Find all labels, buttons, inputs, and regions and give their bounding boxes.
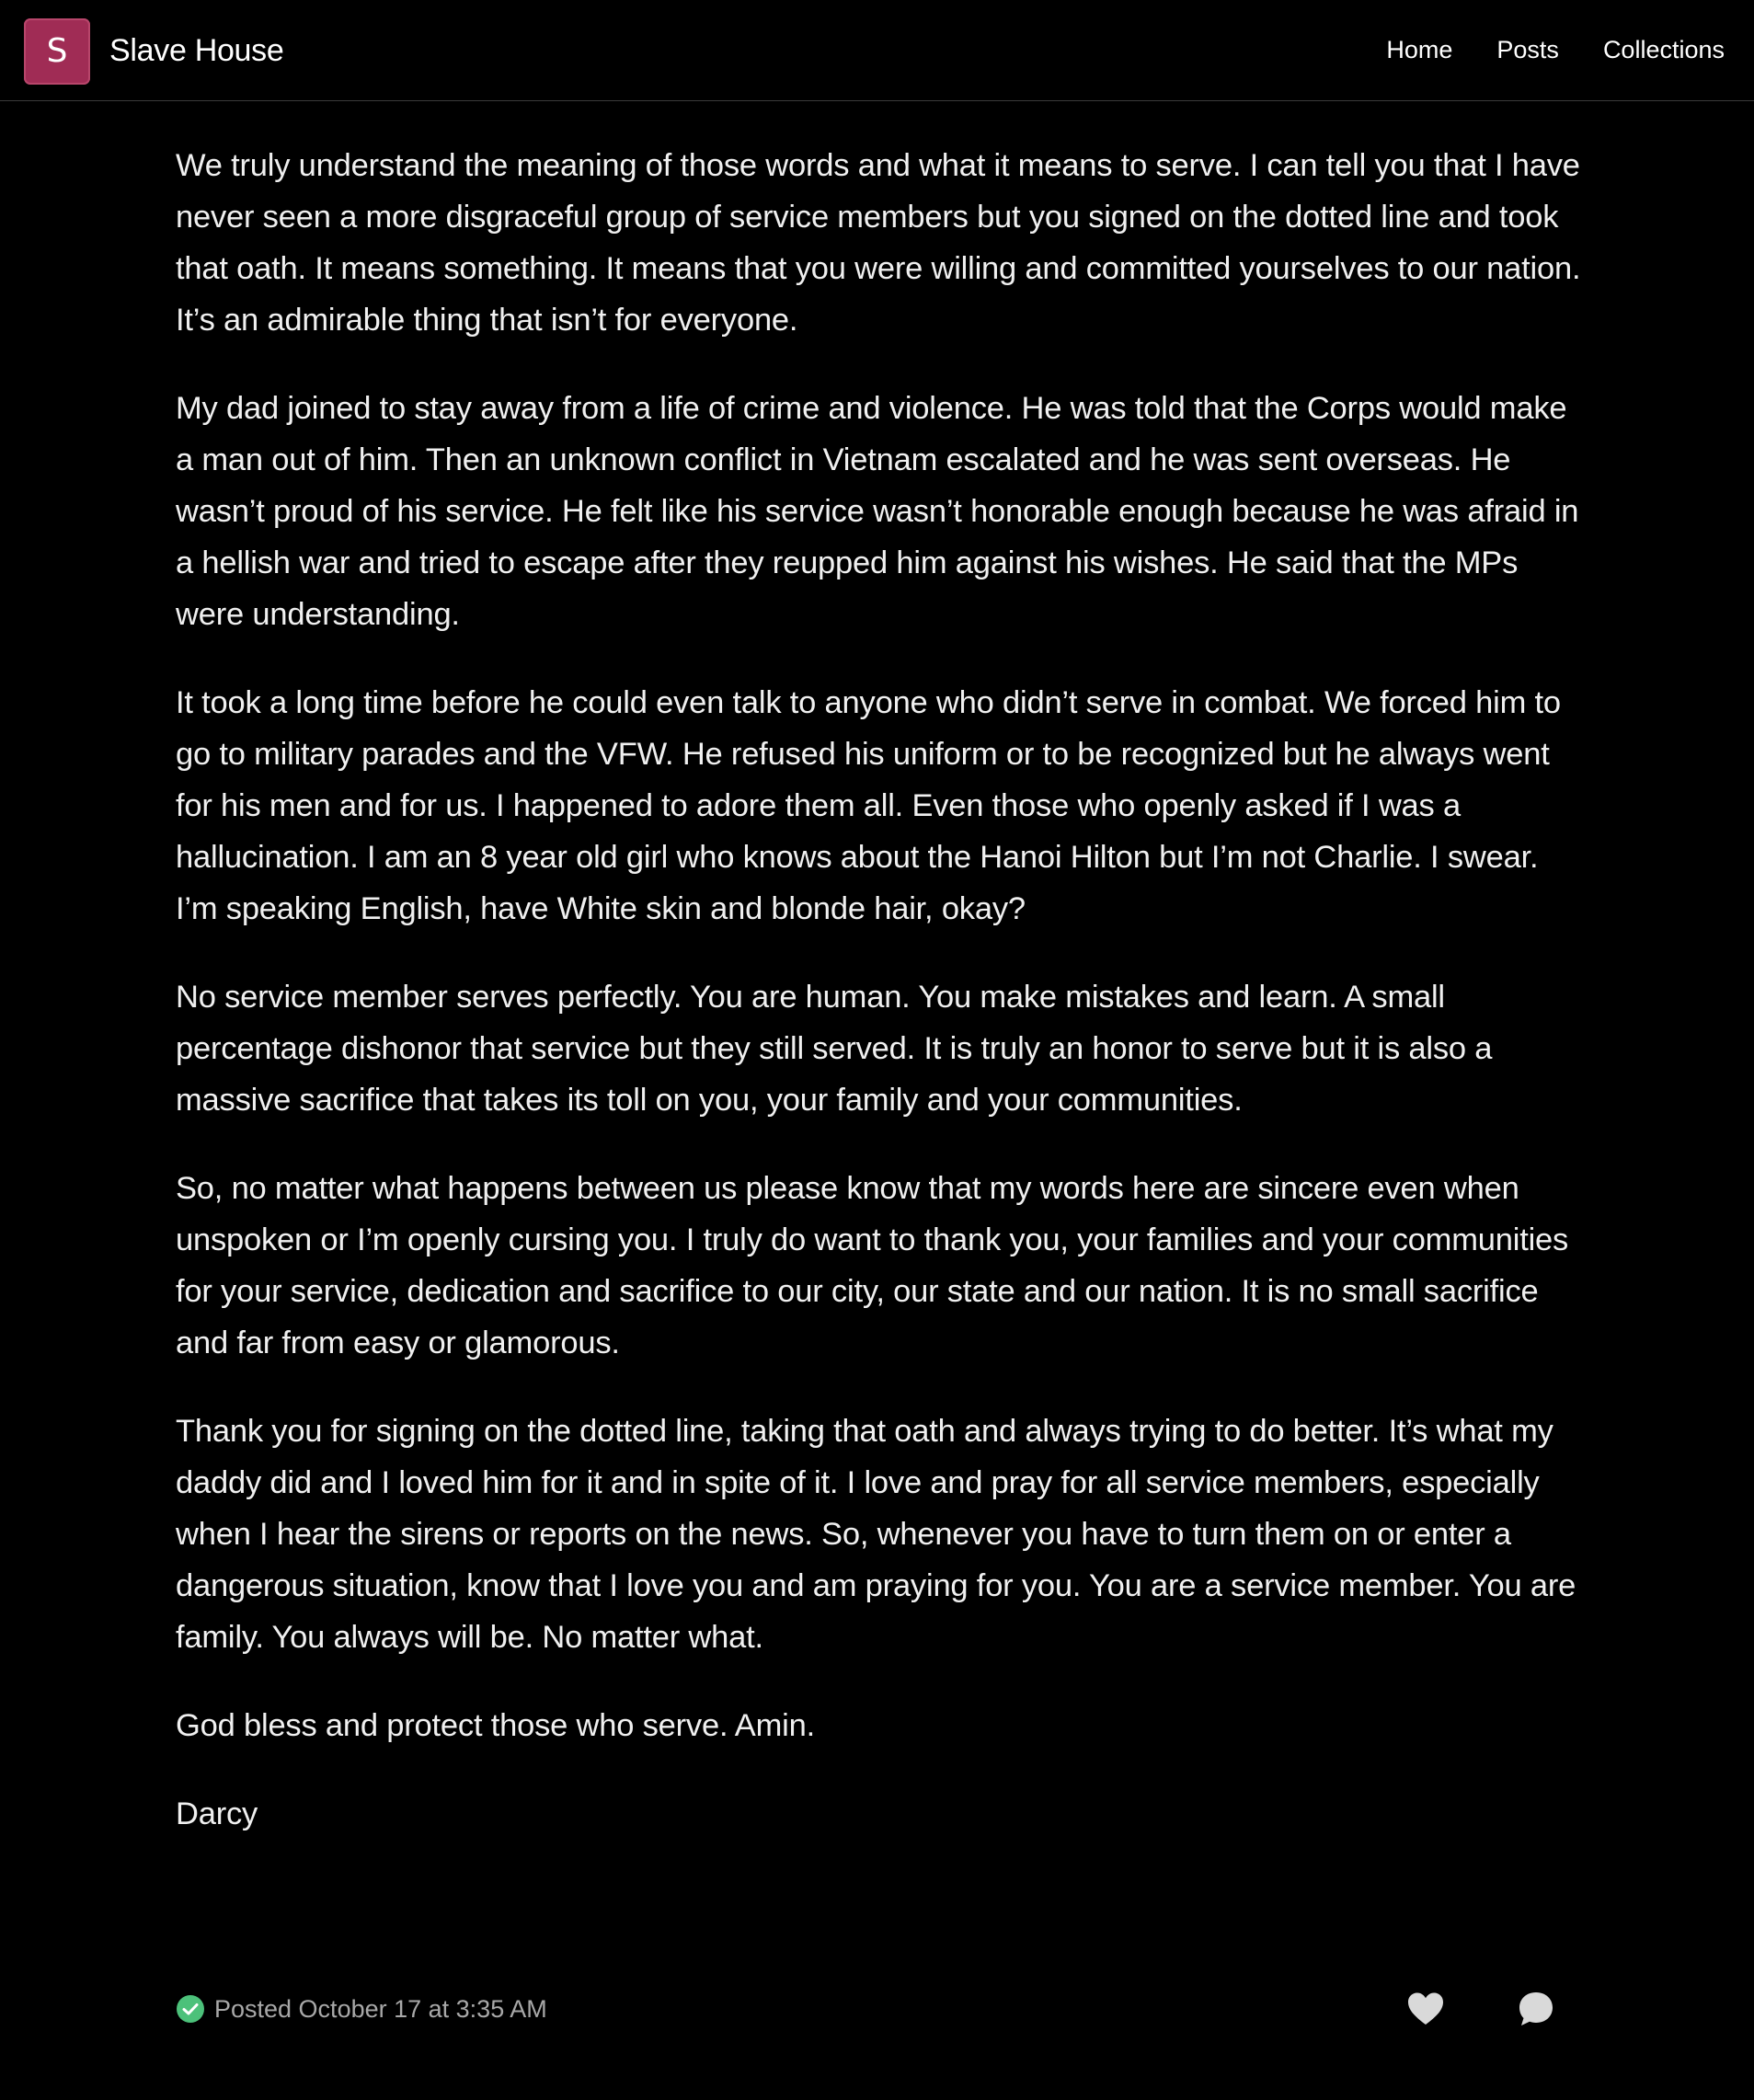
post-body (176, 140, 1583, 1876)
post-paragraph: Thank you for signing on the dotted line, taking that oath and always trying to do better. It’s what my daddy did and I loved him for it and in spite of it. I love and pray for all service members, especially when I hear the sirens or reports on the news. So, whenever you have to turn them on or enter a dangerous situation, know that I love you and am praying for you. You are a service member. You are family. You always will be. No matter what. (176, 1414, 1576, 1655)
comment-bubble-icon[interactable] (1518, 1991, 1554, 2027)
main-nav (1386, 34, 1725, 65)
post-paragraph: It took a long time before he could even talk to anyone who didn’t serve in combat. We forced him to go to military parades and the VFW. He refused his uniform or to be recognized but he always went for his men and for us. I happened to adore them all. Even those who openly asked if I was a hallucination. I am an 8 year old girl who knows about the Hanoi Hilton but I’m not Charlie. I swear. I’m speaking English, have White skin and blonde hair, okay? (176, 685, 1561, 926)
site-title[interactable]: Slave House (109, 33, 284, 68)
posted-info (176, 1991, 547, 2027)
check-circle-icon (176, 1994, 205, 2024)
site-logo[interactable]: S (24, 18, 90, 85)
post-paragraph: God bless and protect those who serve. Amin. (176, 1708, 815, 1743)
nav-collections-link[interactable]: Collections (1602, 36, 1725, 63)
post-paragraph: We truly understand the meaning of those words and what it means to serve. I can tell you that I have never seen a more disgraceful group of service members but you signed on the dotted line and took that oath. It means something. It means that you were willing and committed yourselves to our nation. It’s an admirable thing that isn’t for everyone. (176, 148, 1581, 338)
nav-posts-link[interactable]: Posts (1496, 36, 1559, 63)
post-paragraph: So, no matter what happens between us please know that my words here are sincere even when unspoken or I’m openly cursing you. I truly do want to thank you, your families and your communities for your service, dedication and sacrifice to our city, our state and our nation. It is no small sacrifice and far from easy or glamorous. (176, 1171, 1569, 1360)
nav-home-link[interactable]: Home (1386, 36, 1453, 63)
top-bar (0, 0, 1754, 101)
post-paragraph: My dad joined to stay away from a life of crime and violence. He was told that the Corps would make a man out of him. Then an unknown conflict in Vietnam escalated and he was sent overseas. He wasn’t proud of his service. He felt like his service wasn’t honorable enough because he was afraid in a hellish war and tried to escape after they reupped him against his wishes. He said that the MPs were understanding. (176, 391, 1579, 632)
post-footer (176, 1991, 1583, 2027)
heart-icon[interactable] (1406, 1991, 1445, 2027)
post-signature: Darcy (176, 1796, 258, 1831)
posted-timestamp: Posted October 17 at 3:35 AM (214, 1995, 547, 2023)
post-paragraph: No service member serves perfectly. You are human. You make mistakes and learn. A small percentage dishonor that service but they still served. It is truly an honor to serve but it is also a massive sacrifice that takes its toll on you, your family and your communities. (176, 980, 1493, 1118)
